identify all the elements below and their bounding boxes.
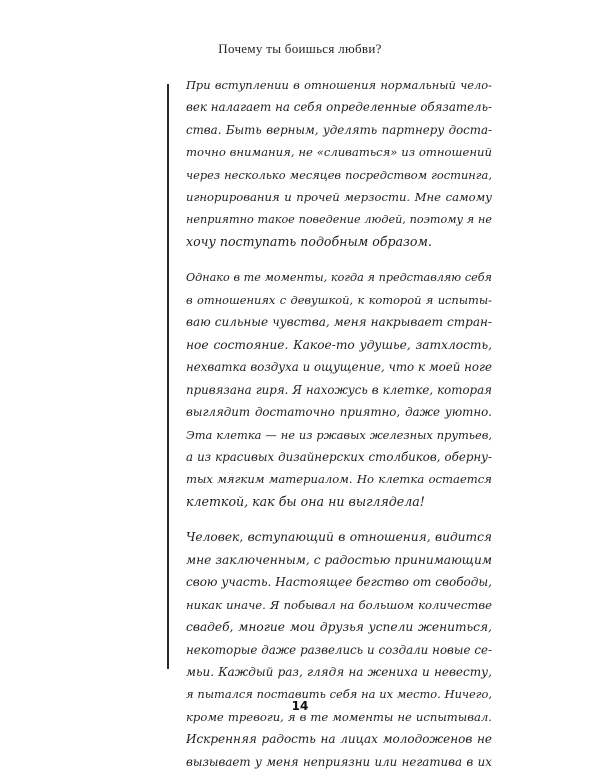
text-line: точно внимания, не «сливаться» из отношений [186,145,492,160]
text-line: нехватка воздуха и ощущение, что к моей ноге [186,360,492,375]
running-head: Почему ты боишься любви? [218,41,382,56]
text-line: тых мягким материалом. Но клетка остается [186,472,492,487]
text-line: кроме тревоги, я в те моменты не испытывал. [186,709,492,724]
text-line: неприятно такое поведение людей, поэтому я не [186,212,492,226]
text-line: через несколько месяцев посредством гостинга, [186,167,492,182]
text-line: век налагает на себя определенные обязатель- [186,100,492,115]
text-line: хочу поступать подобным образом. [186,234,432,250]
quote-paragraph-2 [186,267,492,514]
text-line: мьи. Каждый раз, глядя на жениха и невесту, [186,664,492,679]
text-line: в отношениях с девушкой, к которой я испыты- [186,292,492,307]
text-line: никак иначе. Я побывал на большом количестве [186,597,492,612]
text-line: Однако в те моменты, когда я представляю себя [186,270,492,284]
text-line: Эта клетка — не из ржавых железных прутьев, [186,427,492,442]
text-line: а из красивых дизайнерских столбиков, оберну- [186,450,492,464]
text-line: ное состояние. Какое-то удушье, затхлость, [186,337,492,352]
quote-paragraph-1 [186,74,492,254]
text-line: мне заключенным, с радостью принимающим [186,552,492,567]
text-line: привязана гиря. Я нахожусь в клетке, которая [186,382,492,397]
quote-paragraph-3 [186,526,492,773]
text-line: Искренняя радость на лицах молодоженов не [186,732,492,747]
text-line: свадеб, многие мои друзья успели жениться, [186,620,492,635]
text-line: клеткой, как бы она ни выглядела! [186,493,425,509]
text-line: некоторые даже развелись и создали новые се- [186,642,492,657]
text-line: вызывает у меня неприязни или негатива в их [186,754,492,769]
text-line: ства. Быть верным, уделять партнеру доста- [186,122,492,137]
text-line: я пытался поставить себя на их место. Ничего, [186,687,492,702]
quote-vertical-rule [167,84,169,669]
text-line: выглядит достаточно приятно, даже уютно. [186,405,492,420]
page-number: 14 [291,699,309,713]
text-line: игнорирования и прочей мерзости. Мне самому [186,190,492,205]
text-line: ваю сильные чувства, меня накрывает стран- [186,315,492,330]
text-line: При вступлении в отношения нормальный чело- [186,78,492,92]
text-line: Человек, вступающий в отношения, видится [186,530,492,545]
quote-block [186,74,492,773]
text-line: свою участь. Настоящее бегство от свободы, [186,575,492,590]
